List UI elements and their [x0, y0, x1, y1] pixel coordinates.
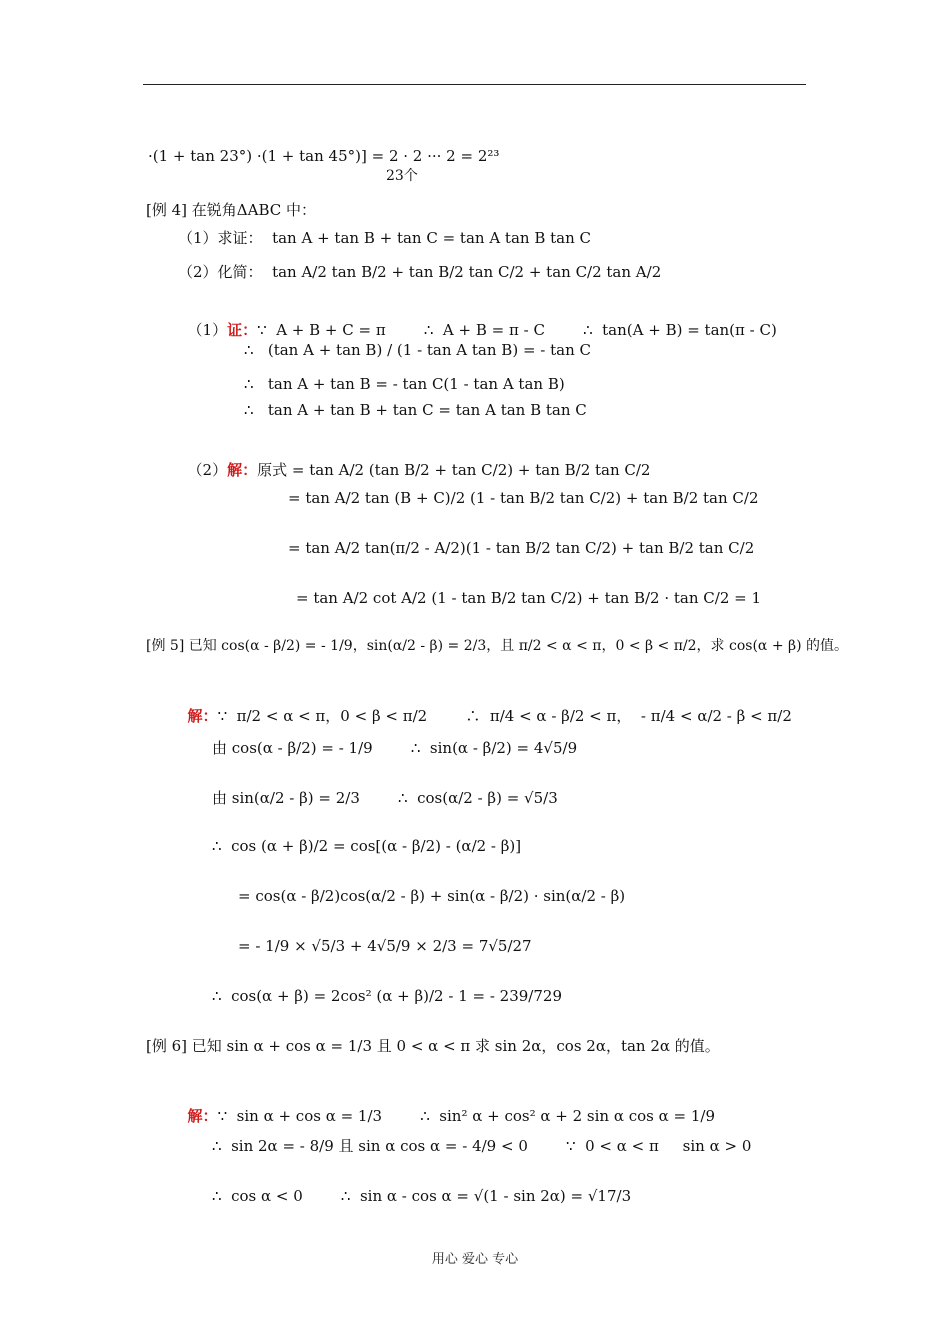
example-4-question-1: （1）求证： tan A + tan B + tan C = tan A tan B tan C [178, 229, 591, 247]
example-5-step-2: 由 cos(α - β/2) = - 1/9 ∴ sin(α - β/2) = 4√5/9 [212, 739, 578, 757]
solution-label: 解： [227, 461, 258, 479]
example-4-title: [例 4] 在锐角ΔABC 中： [146, 201, 316, 219]
example-5-step-4: ∴ cos (α + β)/2 = cos[(α - β/2) - (α/2 - β)] [212, 837, 522, 855]
example-5-step-7: ∴ cos(α + β) = 2cos² (α + β)/2 - 1 = - 239/729 [212, 987, 562, 1005]
proof-step-3: ∴ tan A + tan B = - tan C(1 - tan A tan B) [244, 375, 565, 393]
example-5-solution-line [178, 686, 792, 726]
example-5-solution-label: 解： [187, 707, 218, 725]
proof-tag: （1） [187, 321, 228, 339]
top-formula: ·(1 + tan 23°) ·(1 + tan 45°)] = 2 · 2 ··· 2 = 2²³ [148, 147, 500, 165]
solution-tag: （2） [187, 461, 228, 479]
proof-label: 证： [227, 321, 258, 339]
example-5-step-1: ∵ π/2 < α < π，0 < β < π/2 ∴ π/4 < α - β/2 < π， - π/4 < α/2 - β < π/2 [217, 707, 792, 725]
example-5-step-3: 由 sin(α/2 - β) = 2/3 ∴ cos(α/2 - β) = √5/3 [212, 789, 558, 807]
solution-step-1: 原式 = tan A/2 (tan B/2 + tan C/2) + tan B/2 tan C/2 [257, 461, 651, 479]
page-footer: 用心 爱心 专心 [431, 1252, 519, 1267]
example-4-proof-line [178, 300, 777, 340]
example-6-solution-line [178, 1086, 715, 1126]
solution-step-4: = tan A/2 cot A/2 (1 - tan B/2 tan C/2) + tan B/2 · tan C/2 = 1 [296, 589, 762, 607]
underbrace-label: 23个 [386, 168, 418, 184]
proof-step-1: ∵ A + B + C = π ∴ A + B = π - C ∴ tan(A + B) = tan(π - C) [257, 321, 777, 339]
example-6-step-1: ∵ sin α + cos α = 1/3 ∴ sin² α + cos² α + 2 sin α cos α = 1/9 [217, 1107, 716, 1125]
example-6-step-2: ∴ sin 2α = - 8/9 且 sin α cos α = - 4/9 < 0 ∵ 0 < α < π sin α > 0 [212, 1137, 752, 1155]
example-6-title: [例 6] 已知 sin α + cos α = 1/3 且 0 < α < π 求 sin 2α，cos 2α，tan 2α 的值。 [146, 1037, 720, 1055]
example-4-solution-line [178, 440, 650, 480]
header-rule [143, 84, 806, 85]
example-6-step-3: ∴ cos α < 0 ∴ sin α - cos α = √(1 - sin 2α) = √17/3 [212, 1187, 632, 1205]
solution-step-2: = tan A/2 tan (B + C)/2 (1 - tan B/2 tan C/2) + tan B/2 tan C/2 [288, 489, 759, 507]
example-5-step-6: = - 1/9 × √5/3 + 4√5/9 × 2/3 = 7√5/27 [238, 937, 532, 955]
example-5-step-5: = cos(α - β/2)cos(α/2 - β) + sin(α - β/2) · sin(α/2 - β) [238, 887, 626, 905]
solution-step-3: = tan A/2 tan(π/2 - A/2)(1 - tan B/2 tan C/2) + tan B/2 tan C/2 [288, 539, 755, 557]
example-4-question-2: （2）化简： tan A/2 tan B/2 + tan B/2 tan C/2 + tan C/2 tan A/2 [178, 263, 662, 281]
example-6-solution-label: 解： [187, 1107, 218, 1125]
proof-step-2: ∴ (tan A + tan B) / (1 - tan A tan B) = - tan C [244, 341, 591, 359]
proof-step-4: ∴ tan A + tan B + tan C = tan A tan B tan C [244, 401, 587, 419]
example-5-title: [例 5] 已知 cos(α - β/2) = - 1/9，sin(α/2 - β) = 2/3，且 π/2 < α < π，0 < β < π/2，求 cos(α + β) 的值。 [146, 638, 849, 654]
